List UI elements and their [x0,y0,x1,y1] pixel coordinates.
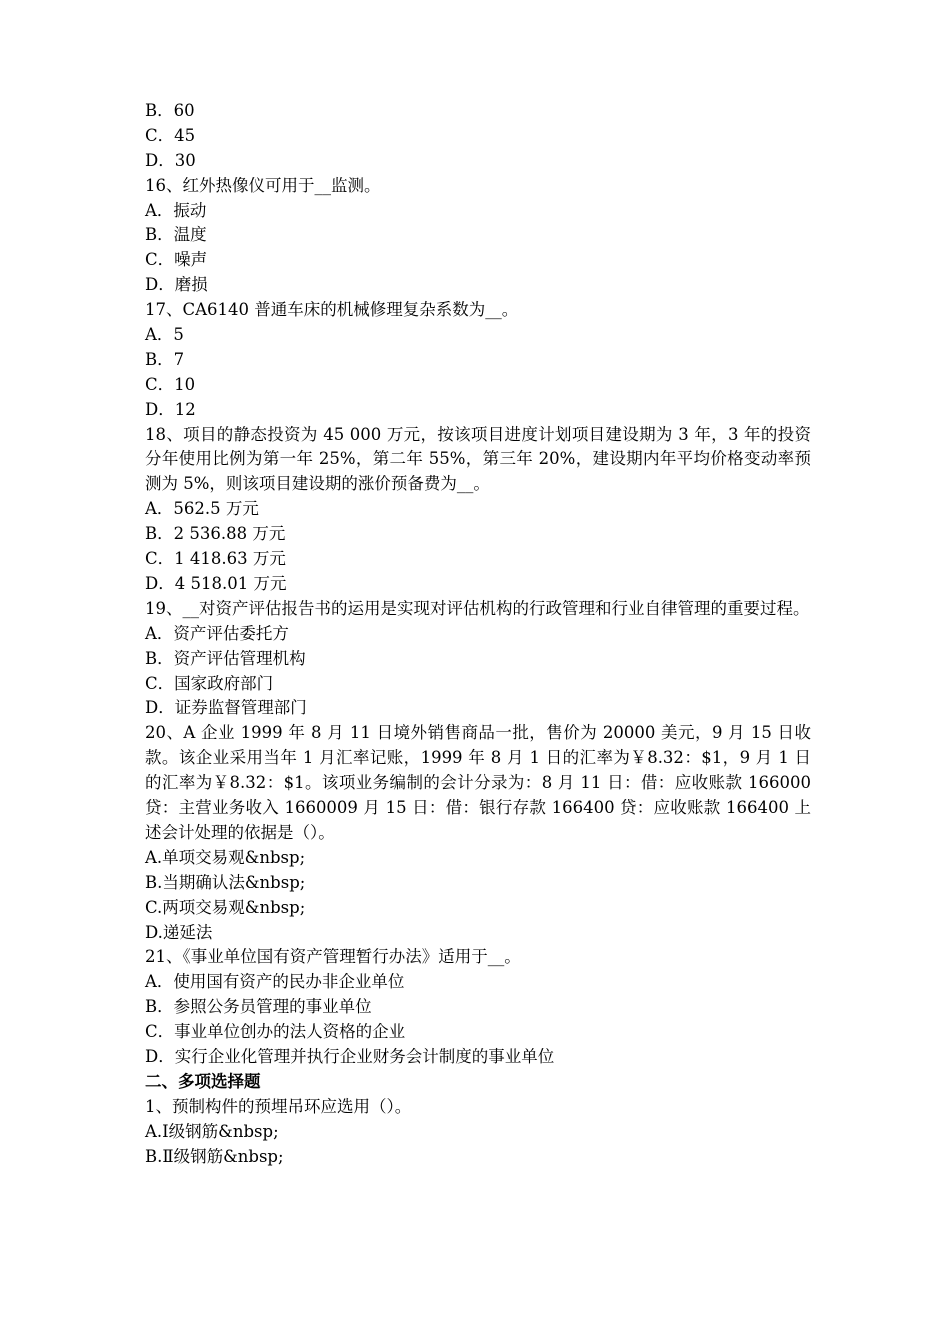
option-line: B．资产评估管理机构 [145,648,306,668]
question-18: 18、项目的静态投资为 45 000 万元，按该项目进度计划项目建设期为 3 年，3 年的投资分年使用比例为第一年 25%，第二年 55%，第三年 20%，建设期内年平均价格变动率预测为 5%，则该项目建设期的涨价预备费为__。 [145,424,811,494]
option-line: D．证券监督管理部门 [145,698,307,718]
option-line: B．7 [145,349,185,369]
option-line: D．4 518.01 万元 [145,573,287,593]
option-line: C.两项交易观&nbsp; [145,897,306,917]
option-line: D．磨损 [145,275,208,295]
option-line: B．2 536.88 万元 [145,524,286,544]
option-line: B.当期确认法&nbsp; [145,872,306,892]
question-17: 17、CA6140 普通车床的机械修理复杂系数为__。 [145,300,519,320]
option-line: C．10 [145,374,196,394]
option-line: C．国家政府部门 [145,673,274,693]
option-line: C．事业单位创办的法人资格的企业 [145,1022,406,1042]
option-line: A.Ⅰ级钢筋&nbsp; [145,1121,279,1141]
question-19: 19、__对资产评估报告书的运用是实现对评估机构的行政管理和行业自律管理的重要过程。 [145,598,810,618]
question-20: 20、A 企业 1999 年 8 月 11 日境外销售商品一批，售价为 20000 美元，9 月 15 日收款。该企业采用当年 1 月汇率记账，1999 年 8 月 1 日的汇率为￥8.32：$1，9 月 1 日的汇率为￥8.32：$1。该项业务编制的会计分录为：8 月 11 日：借：应收账款 166000 贷：主营业务收入 1660009 月 15 日：借：银行存款 166400 贷：应收账款 166400 上述会计处理的依据是（）。 [145,723,811,842]
section-heading: 二、多项选择题 [145,1071,261,1091]
option-line: A．振动 [145,200,207,220]
option-line: B.Ⅱ级钢筋&nbsp; [145,1146,284,1166]
option-line: A．5 [145,325,184,345]
option-line: D．12 [145,399,196,419]
option-line: B．60 [145,101,195,120]
option-line: D．30 [145,150,196,170]
option-line: B．温度 [145,225,207,245]
option-line: A．使用国有资产的民办非企业单位 [145,972,405,992]
option-line: C．45 [145,125,196,145]
document-body [145,99,811,1169]
option-line: A．562.5 万元 [145,499,259,519]
question-21: 21、《事业单位国有资产管理暂行办法》适用于__。 [145,947,521,967]
option-line: D．实行企业化管理并执行企业财务会计制度的事业单位 [145,1046,555,1066]
option-line: A.单项交易观&nbsp; [145,847,306,867]
option-line: C．噪声 [145,250,208,270]
question-16: 16、红外热像仪可用于__监测。 [145,175,381,195]
option-line: B．参照公务员管理的事业单位 [145,997,372,1017]
option-line: A．资产评估委托方 [145,623,289,643]
question-1: 1、预制构件的预埋吊环应选用（）。 [145,1096,412,1116]
option-line: D.递延法 [145,922,213,942]
option-line: C．1 418.63 万元 [145,549,286,569]
